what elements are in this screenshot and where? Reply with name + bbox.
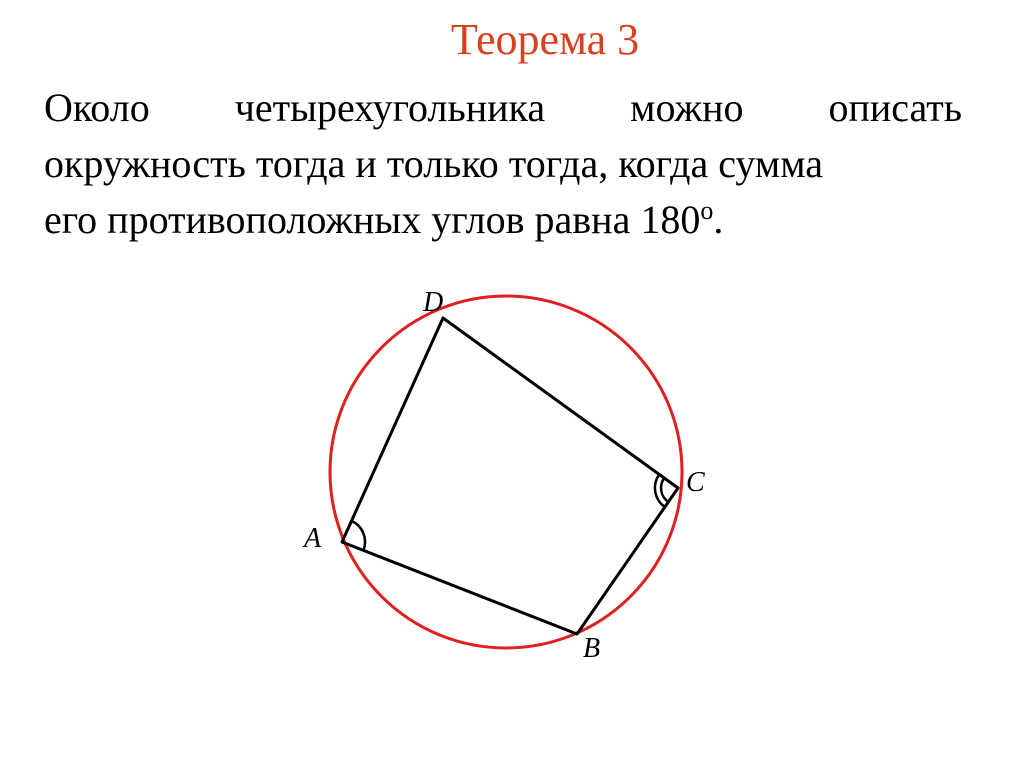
theorem-word: описать <box>828 85 962 130</box>
vertex-label-a: A <box>304 523 322 554</box>
vertex-label-b: B <box>583 633 601 664</box>
theorem-word: четырехугольника <box>234 85 546 130</box>
theorem-line-2: окружность тогда и только тогда, когда сумма <box>44 141 824 186</box>
theorem-word: можно <box>630 85 744 130</box>
vertex-label-c: C <box>686 467 705 498</box>
theorem-line-3-end: . <box>713 197 724 242</box>
vertex-label-d: D <box>423 287 444 318</box>
degree-superscript: о <box>700 196 714 225</box>
slide-title: Теорема 3 <box>450 15 640 64</box>
circumscribed-circle <box>330 296 682 648</box>
quadrilateral-abcd <box>342 318 678 634</box>
theorem-line-3-text: его противоположных углов равна 180 <box>44 197 701 242</box>
theorem-word: Около <box>44 85 150 130</box>
